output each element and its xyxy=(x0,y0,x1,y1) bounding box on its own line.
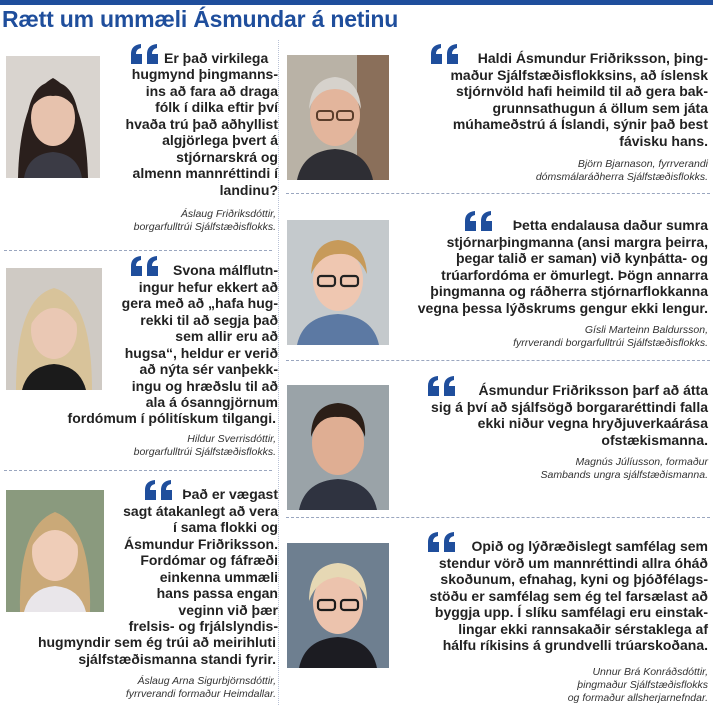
attribution: Magnús Júlíusson, formaður Sambands ungra sjálfstæðismanna. xyxy=(540,456,708,481)
quote-text: hugmynd þingmanns- ins að fara að draga fólk í dilka eftir því hvaða trú það aðhyllist algjörlega þvert á stjórnarskrá og almenn mannréttindi í landinu? xyxy=(125,66,278,198)
quote-text: hugmyndir sem ég trúi að meirihluti sjálfstæðismanna standi fyrir. xyxy=(37,634,276,667)
page-title: Rætt um ummæli Ásmundar á netinu xyxy=(2,6,399,32)
divider xyxy=(286,360,710,361)
quote-text: Þetta endalausa daður sumra stjórnarþingmanna (ansi margra þeirra, þegar talið er saman) við kynþátta- og trúarfordóma er ömurlegt. Þögn annarra þingmanna og ráðherra stjórnarflokkanna vegna þessa lýðskrums gengur ekki lengur. xyxy=(417,217,708,316)
quote-text: Ásmundur Friðriksson þarf að átta sig á því að sjálfsögð borgararéttindi falla ekki niður vegna hryðjuverkaárása ofstækismanna. xyxy=(431,382,708,448)
attribution: Unnur Brá Konráðsdóttir, þingmaður Sjálfstæðisflokks og formaður allsherjarnefndar. xyxy=(567,666,708,704)
attribution: Hildur Sverrisdóttir, borgarfulltrúi Sjálfstæðisflokks. xyxy=(133,433,276,458)
attribution: Áslaug Friðriksdóttir, borgarfulltrúi Sjálfstæðisflokks. xyxy=(133,208,276,233)
portrait-photo xyxy=(287,543,389,668)
portrait-photo xyxy=(287,385,389,510)
portrait-photo xyxy=(6,268,102,390)
column-divider xyxy=(278,40,279,705)
divider xyxy=(286,517,710,518)
top-accent-bar xyxy=(0,0,713,5)
attribution: Áslaug Arna Sigurbjörnsdóttir, fyrrverandi formaður Heimdallar. xyxy=(125,675,276,700)
portrait-photo xyxy=(287,55,389,180)
quote-text: Er það virkilega xyxy=(164,50,269,66)
quote-text: fordómum í pólitískum tilgangi. xyxy=(67,410,276,426)
attribution: Gísli Marteinn Baldursson, fyrrverandi borgarfulltrúi Sjálfstæðisflokks. xyxy=(513,324,708,349)
divider xyxy=(286,193,710,194)
quote-text: Það er vægast sagt átakanlegt að vera í sama flokki og Ásmundur Friðriksson. Fordómar og fáfræði einkenna ummæli hans passa engan veginn við þær frelsis- og frjálslyndis- xyxy=(123,486,278,634)
portrait-photo xyxy=(6,56,100,178)
quote-text: Svona málflutn- ingur hefur ekkert að gera með að „hafa hug- rekki til að segja það sem allir eru að hugsa“, heldur er verið að nýta sér vanþekk- ingu og hræðslu til að ala á ósanngjörnum xyxy=(121,262,278,410)
portrait-photo xyxy=(287,220,389,345)
quote-text: Opið og lýðræðislegt samfélag sem stendur vörð um mannréttindi allra óháð skoðunum, efnahag, kyni og þjóðfélags- stöðu er samfélag sem ég tel farsælast að byggja upp. Í slíku samfélagi eru einstak- lingar ekki rannsakaðir sérstaklega af hálfu ríkisins á grundvelli trúarskoðana. xyxy=(429,538,708,653)
divider xyxy=(4,250,272,251)
quote-mark-icon xyxy=(128,44,162,64)
quote-text: Haldi Ásmundur Friðriksson, þing- maður Sjálfstæðisflokksins, að íslensk stjórnvöld hafi heimild til að gera bak- grunnsathugun á öllum sem játa múhameðstrú á Íslandi, sýnir það best fávisku hans. xyxy=(450,50,708,149)
divider xyxy=(4,470,272,471)
attribution: Björn Bjarnason, fyrrverandi dómsmálaráðherra Sjálfstæðisflokks. xyxy=(535,158,708,183)
portrait-photo xyxy=(6,490,104,612)
